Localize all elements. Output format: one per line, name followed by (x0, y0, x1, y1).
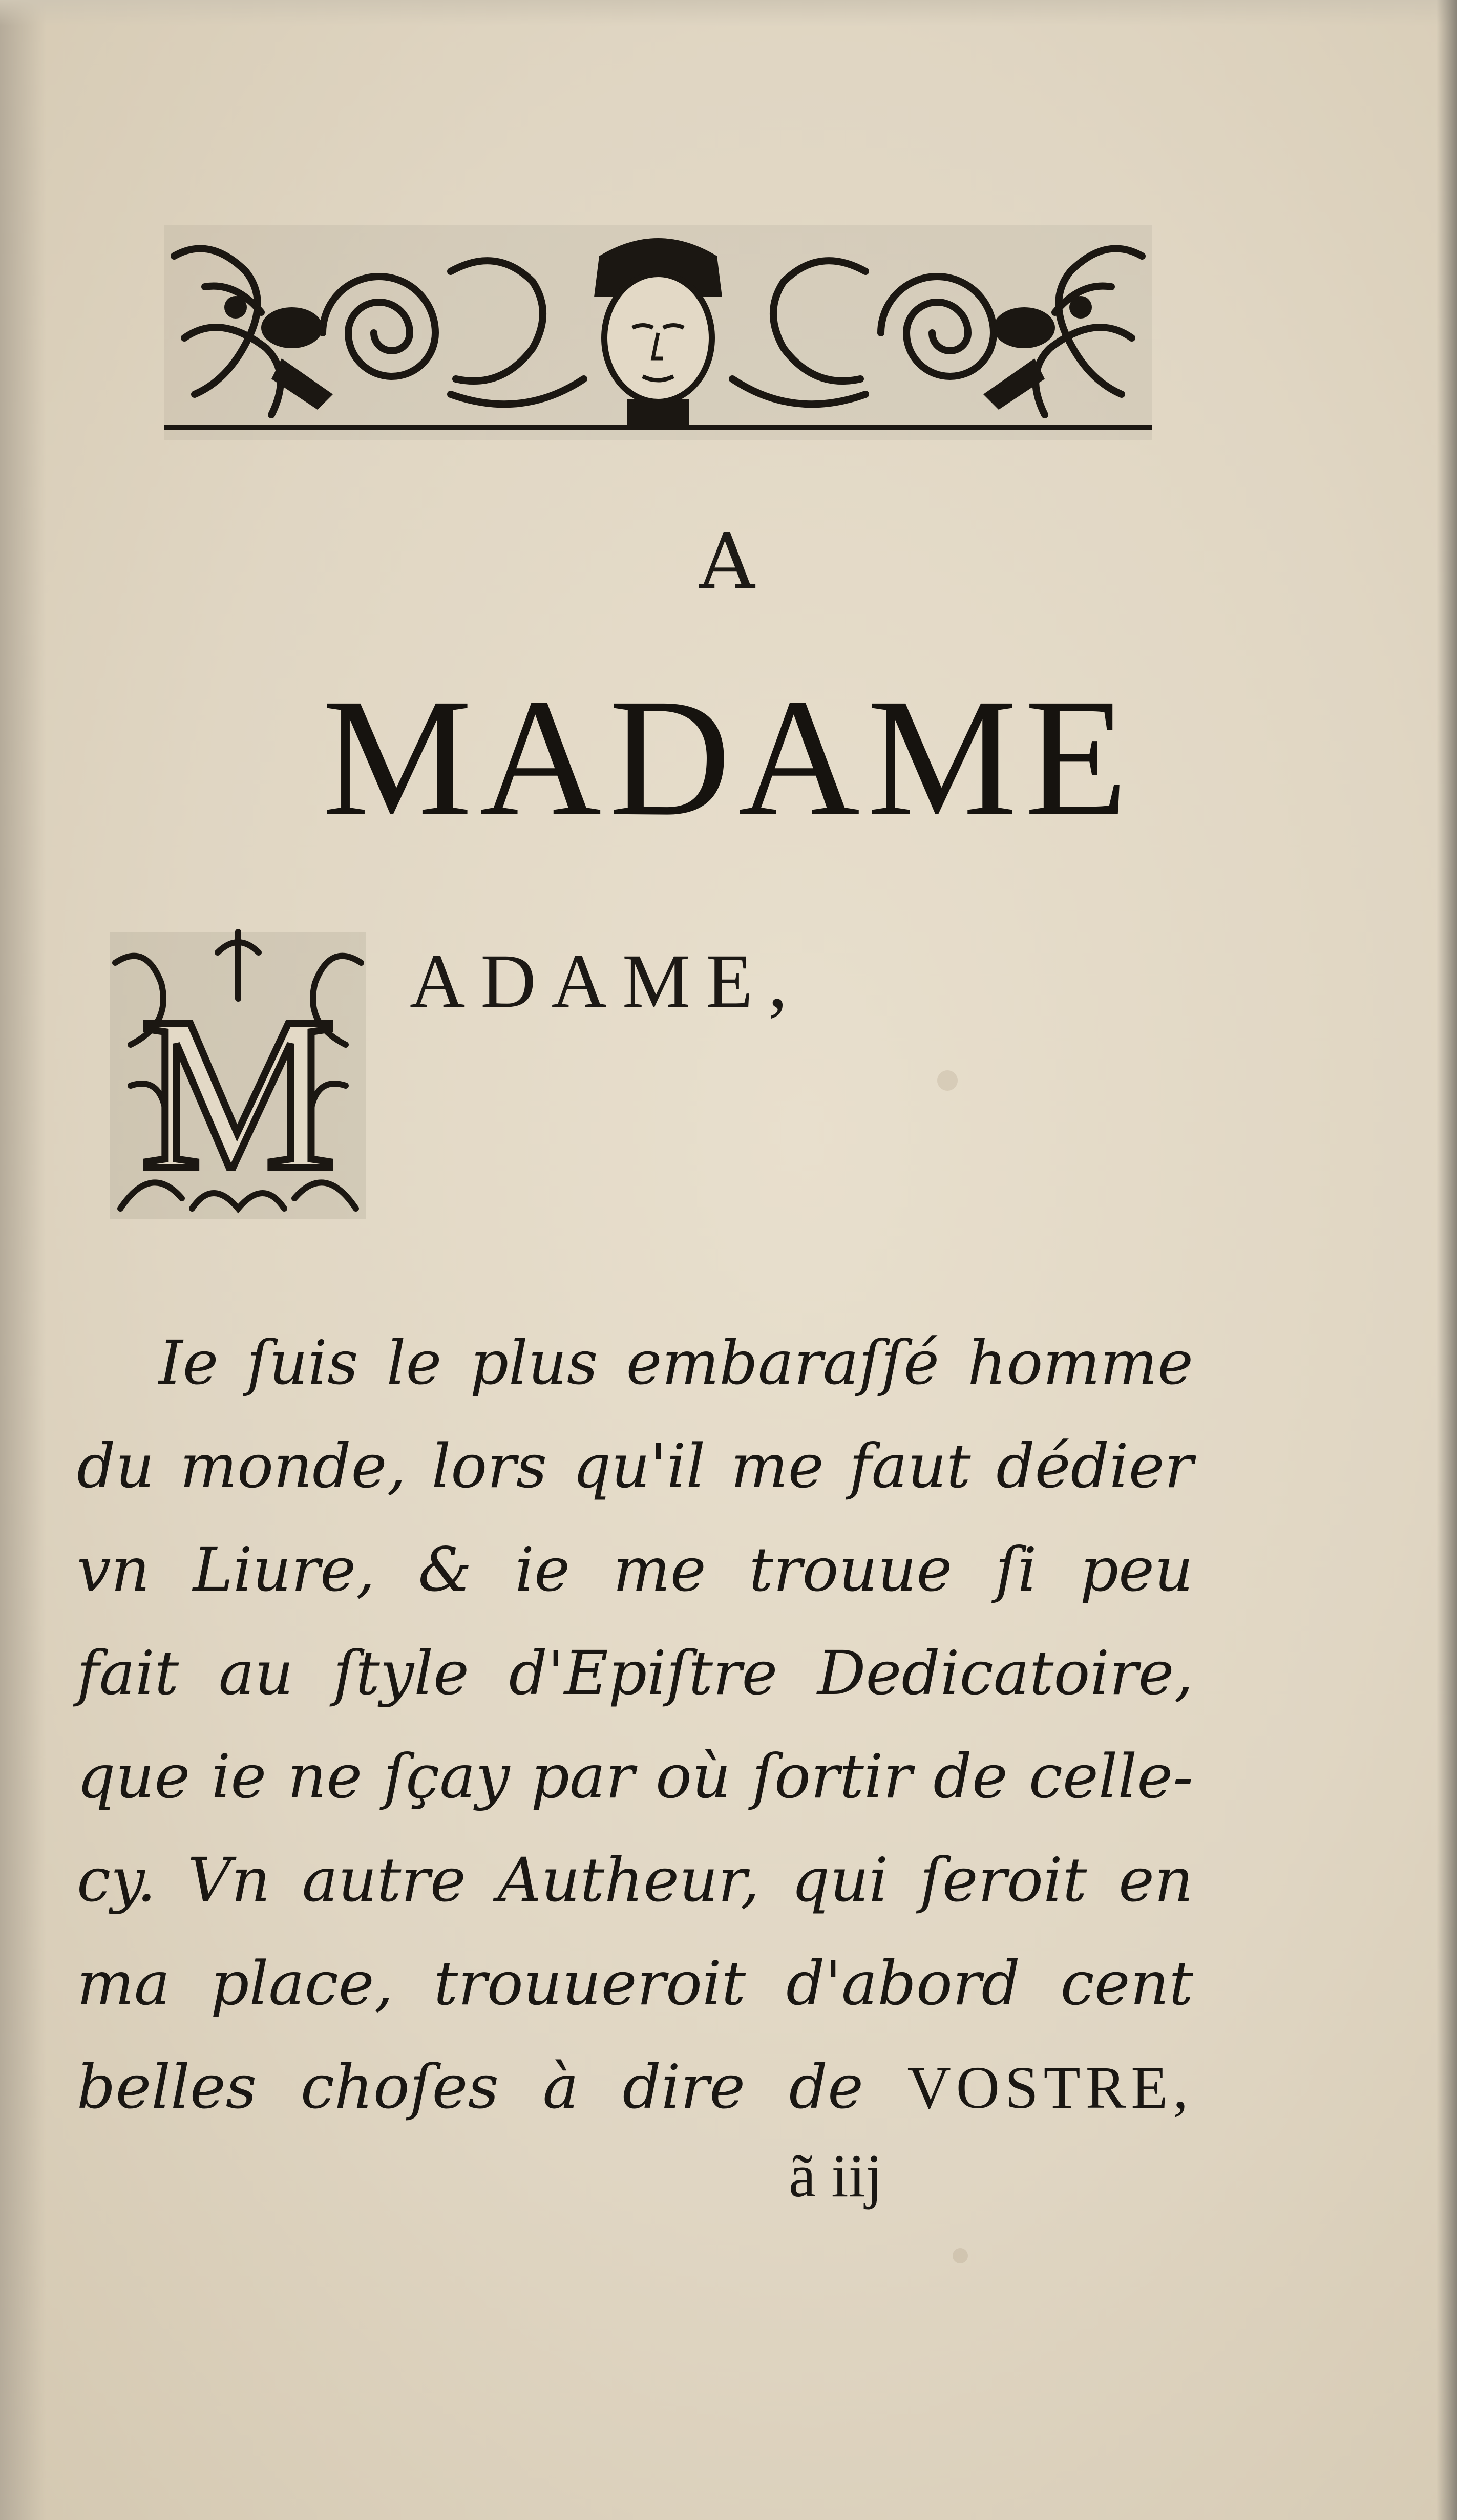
body-line: du monde, lors qu'il me faut dédier (77, 1431, 1193, 1501)
body-line: vn Liure, & ie me trouue ſi peu (77, 1534, 1193, 1605)
heading-title: MADAME (322, 664, 1135, 851)
dedication-body (77, 1311, 1193, 2140)
decorated-initial-m (100, 922, 376, 1229)
page-right-edge (1437, 0, 1457, 2520)
heading-prefix: A (699, 517, 758, 606)
body-line: que ie ne ſçay par où ſortir de celle- (77, 1741, 1193, 1812)
body-line: fait au ſtyle d'Epiſtre Dedicatoire, (77, 1638, 1193, 1708)
signature-mark: ã iij (789, 2142, 883, 2210)
page-top-edge (0, 0, 1457, 26)
body-line: ma place, trouueroit d'abord cent (77, 1948, 1193, 2019)
body-line: Ie ſuis le plus embaraſſé homme (159, 1327, 1193, 1398)
page-gutter-shadow (0, 0, 46, 2520)
body-line-last (77, 2035, 1193, 2140)
paper-spot (953, 2248, 968, 2263)
body-line-last-caps: VOSTRE, (907, 2054, 1193, 2121)
salutation: ADAME, (410, 939, 803, 1024)
body-line-last-text: belles choſes à dire de (77, 2051, 863, 2122)
initial-letter-glyph: M (140, 972, 336, 1216)
woodcut-headpiece-ornament (164, 225, 1152, 440)
paper-spot (937, 1070, 958, 1091)
body-line: cy. Vn autre Autheur, qui ſeroit en (77, 1845, 1193, 1915)
